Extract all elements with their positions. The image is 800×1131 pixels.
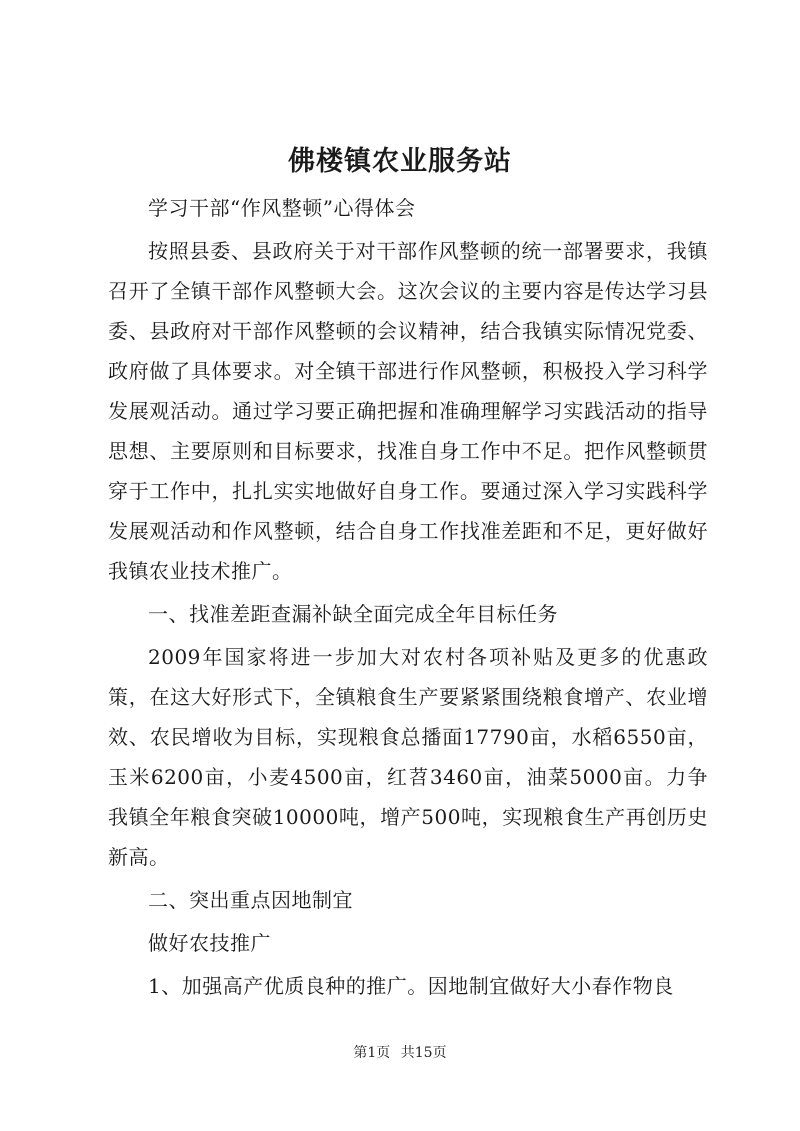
subtitle-paragraph: 学习干部“作风整顿”心得体会 [148, 196, 416, 220]
section-subheading: 做好农技推广 [148, 931, 271, 955]
numbered-paragraph-1: 1、加强高产优质良种的推广。因地制宜做好大小春作物良 [148, 974, 674, 998]
intro-paragraph: 按照县委、县政府关于对干部作风整顿的统一部署要求，我镇召开了全镇干部作风整顿大会。这次会议的主要内容是传达学习县委、县政府对干部作风整顿的会议精神，结合我镇实际情况党委、政府做了具体要求。对全镇干部进行作风整顿，积极投入学习科学发展观活动。通过学习要正确把握和准确理解学习实践活动的指导思想、主要原则和目标要求，找准自身工作中不足。把作风整顿贯穿于工作中，扎扎实实地做好自身工作。要通过深入学习实践科学发展观活动和作风整顿，结合自身工作找准差距和不足，更好做好我镇农业技术推广。 [108, 239, 708, 583]
section-heading-1: 一、找准差距查漏补缺全面完成全年目标任务 [148, 602, 558, 626]
section-heading-2: 二、突出重点因地制宜 [148, 888, 353, 912]
document-title: 佛楼镇农业服务站 [288, 146, 512, 177]
page-footer [0, 1043, 800, 1063]
page-total: 共15页 [400, 1045, 447, 1061]
document-body [108, 188, 708, 1009]
page-number: 第1页 [353, 1045, 391, 1061]
targets-paragraph: 2009年国家将进一步加大对农村各项补贴及更多的优惠政策，在这大好形式下，全镇粮食生产要紧紧围绕粮食增产、农业增效、农民增收为目标，实现粮食总播面17790亩，水稻6550亩，玉米6200亩，小麦4500亩，红苕3460亩，油菜5000亩。力争我镇全年粮食突破10000吨，增产500吨，实现粮食生产再创历史新高。 [108, 645, 708, 869]
